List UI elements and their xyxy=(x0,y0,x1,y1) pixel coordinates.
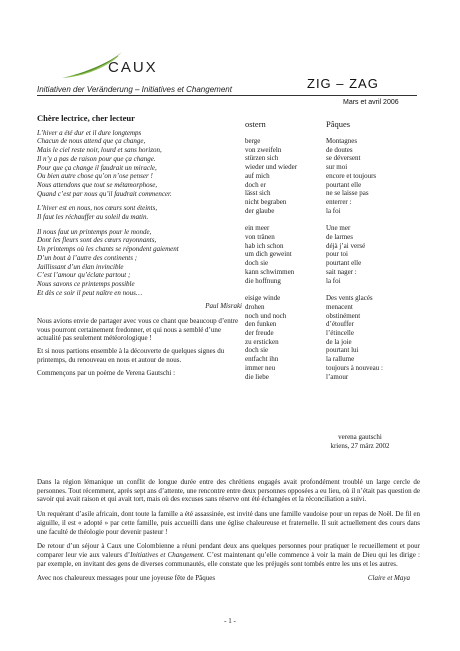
text-line: Une mer xyxy=(326,224,351,233)
text-line: die liebe xyxy=(245,372,269,381)
text-line: hab ich schon xyxy=(245,241,284,250)
editorial-heading: Chère lectrice, cher lecteur xyxy=(37,113,135,123)
text-line: stürzen sich xyxy=(245,154,279,163)
poem-german-stanza-3 xyxy=(245,294,297,381)
closing-message: Avec nos chaleureux messages pour une joyeuse fête de Pâques xyxy=(37,574,216,583)
news-section xyxy=(37,478,420,583)
editorial-column xyxy=(37,114,242,381)
header-subtitle: Initiativen der Veränderung – Initiatives et Changement xyxy=(37,85,232,94)
text-line: der glaube xyxy=(245,206,275,215)
text-line: von zweifeln xyxy=(245,145,282,154)
text-line: nicht begraben xyxy=(245,197,287,206)
poem-title-german: ostern xyxy=(245,119,266,129)
song-stanza-3 xyxy=(37,228,242,298)
text-line: sur moi xyxy=(326,163,348,172)
text-line: noch und noch xyxy=(245,311,287,320)
text-line: eisige winde xyxy=(245,294,281,303)
text-line: l’amour xyxy=(326,372,349,381)
text-line: D’un bout à l’autre des continents ; xyxy=(37,253,138,262)
text-line: toujours à nouveau : xyxy=(326,363,383,372)
text-line: pourtant lui xyxy=(326,346,359,355)
text-line: doch er xyxy=(245,180,266,189)
poem-french xyxy=(326,137,383,390)
poem-place-date: kriens, 27 märz 2002 xyxy=(330,441,390,450)
text-line: la rallume xyxy=(326,355,355,364)
intro-paragraph: Nous avions envie de partager avec vous ce chant que beaucoup d’entre vous pourront certainement fredonner, et qui nous a semblé d’une actualité pas seulement météorologique ! xyxy=(37,317,239,343)
text-line: la foi xyxy=(326,276,341,285)
text-line: ein meer xyxy=(245,224,270,233)
text-line: menacent xyxy=(326,302,353,311)
poem-german-stanza-2 xyxy=(245,224,297,285)
text-line: Quand c’est par nous qu’il faudrait commencer. xyxy=(37,189,172,198)
text-line: Un printemps où les chants se répondent gaiement xyxy=(37,245,179,254)
text-line: Montagnes xyxy=(326,137,358,145)
text-line: zu ersticken xyxy=(245,337,279,346)
text-line: pour toi xyxy=(326,250,348,259)
text-line: L’hiver est en nous, nos cœurs sont éteints, xyxy=(37,204,158,213)
text-line: lässt sich xyxy=(245,189,271,198)
text-line: sait nager : xyxy=(326,267,357,276)
text-line: die hoffnung xyxy=(245,276,281,285)
newsletter-title: ZIG – ZAG xyxy=(307,76,379,91)
text-line: der freude xyxy=(245,329,274,338)
closing-line xyxy=(37,574,420,583)
text-line: kann schwimmen xyxy=(245,267,295,276)
text-line: drohen xyxy=(245,302,265,311)
poem-german-stanza-1 xyxy=(245,137,297,215)
song-author: Paul Misraki xyxy=(205,302,242,311)
text-line: Ou bien autre chose qu’on n’ose penser ! xyxy=(37,172,153,181)
text-line: encore et toujours xyxy=(326,171,377,180)
text-line: Il faut les réchauffer au soleil du matin. xyxy=(37,213,149,222)
poem-french-stanza-2 xyxy=(326,224,383,285)
poem-german xyxy=(245,137,297,390)
text-line: l’étincelle xyxy=(326,329,354,338)
text-line: doch sie xyxy=(245,346,269,355)
signatories: Claire et Maya xyxy=(367,574,410,583)
poem-french-stanza-1 xyxy=(326,137,383,215)
text-line: Et dès ce soir il peut naître en nous… xyxy=(37,288,143,297)
text-line: von tränen xyxy=(245,233,275,242)
logo-text: CAUX xyxy=(108,59,158,76)
text-line: berge xyxy=(245,137,261,145)
page-number: - 1 - xyxy=(224,617,236,625)
text-line: obstinément xyxy=(326,311,361,320)
text-line: Mais le ciel reste noir, lourd et sans horizon, xyxy=(37,146,162,155)
text-line: C’est l’amour qu’éclate partout ; xyxy=(37,271,131,280)
text-line: Jaillissant d’un élan invincible xyxy=(37,262,124,271)
text-line: den funken xyxy=(245,320,277,329)
text-line: entfacht ihn xyxy=(245,355,279,364)
issue-date: Mars et avril 2006 xyxy=(343,99,399,106)
text-line: Des vents glacés xyxy=(326,294,373,303)
text-line: Chacun de nous attend que ça change, xyxy=(37,137,146,146)
text-line: immer neu xyxy=(245,363,276,372)
poem-author: verena gautschi xyxy=(338,433,382,441)
text-line: auf mich xyxy=(245,171,270,180)
spring-paragraph: Et si nous partions ensemble à la découverte de quelques signes du printemps, du renouveau en nous et autour de nous. xyxy=(37,347,225,364)
text-line: L’hiver a été dur et il dure longtemps xyxy=(37,128,142,137)
poem-signature xyxy=(300,433,420,450)
text-line: Nous attendons que tout se métamorphose, xyxy=(37,180,158,189)
text-line: la foi xyxy=(326,206,341,215)
text-line: Il nous faut un printemps pour le monde, xyxy=(37,227,152,236)
text-line: de larmes xyxy=(326,233,354,242)
song-stanza-2 xyxy=(37,204,242,221)
text-line: um dich geweint xyxy=(245,250,292,259)
text-line: pourtant elle xyxy=(326,259,362,268)
colombian-paragraph: De retour d’un séjour à Caux une Colombienne a réuni pendant deux ans quelques personnes pour pratiquer le recueillement et pour comparer leur vie aux valeurs d’Initiatives et Changement. C’est maintenant qu’elle commence à voir la main de Dieu qui les dirige : par exemple, en invitant des gens de diverses communautés, elle constate que les préjugés sont tombés entre les uns et les autres. xyxy=(37,542,420,568)
header-rule xyxy=(37,95,417,96)
reconciliation-paragraph: Dans la région lémanique un conflit de longue durée entre des chrétiens engagés avait profondément troublé un large cercle de personnes. Tout récemment, après sept ans d’attente, une rencontre entre deux personnes opposées a eu lieu, où il n’était pas question de savoir qui avait raison et qui avait tort, mais où des excuses sans réserve ont été échangées et la réconciliation a suivi. xyxy=(37,478,420,504)
text-line: de doutes xyxy=(326,145,353,154)
text-line: Il n’y a pas de raison pour que ça change. xyxy=(37,154,156,163)
text-line: Dont les fleurs sont des cœurs rayonnants, xyxy=(37,236,157,245)
asylum-paragraph: Un requérant d’asile africain, dont toute la famille a été assassinée, est invité dans une famille vaudoise pour un repas de Noël. De fil en aiguille, il est « adopté » par cette famille, puis accueilli dans une église chaleureuse et fraternelle. Il suit actuellement des cours dans une faculté de théologie pour devenir pasteur ! xyxy=(37,510,420,536)
text-line: d’étouffer xyxy=(326,320,354,329)
text-line: de la joie xyxy=(326,337,352,346)
text-line: pourtant elle xyxy=(326,180,362,189)
text-line: se déversent xyxy=(326,154,361,163)
text-line: wieder und wieder xyxy=(245,163,298,172)
text-line: déjà j’ai versé xyxy=(326,241,366,250)
text-line: Nous savons ce printemps possible xyxy=(37,279,135,288)
song-stanza-1 xyxy=(37,129,242,199)
poem-french-stanza-3 xyxy=(326,294,383,381)
poem-title-french: Pâques xyxy=(326,119,351,129)
text-line: enterrer : xyxy=(326,197,352,206)
poem-intro: Commençons par un poème de Verena Gautschi : xyxy=(37,368,176,377)
text-line: doch sie xyxy=(245,259,269,268)
text-line: Pour que ça change il faudrait un miracle, xyxy=(37,163,157,172)
text-line: ne se laisse pas xyxy=(326,189,369,198)
